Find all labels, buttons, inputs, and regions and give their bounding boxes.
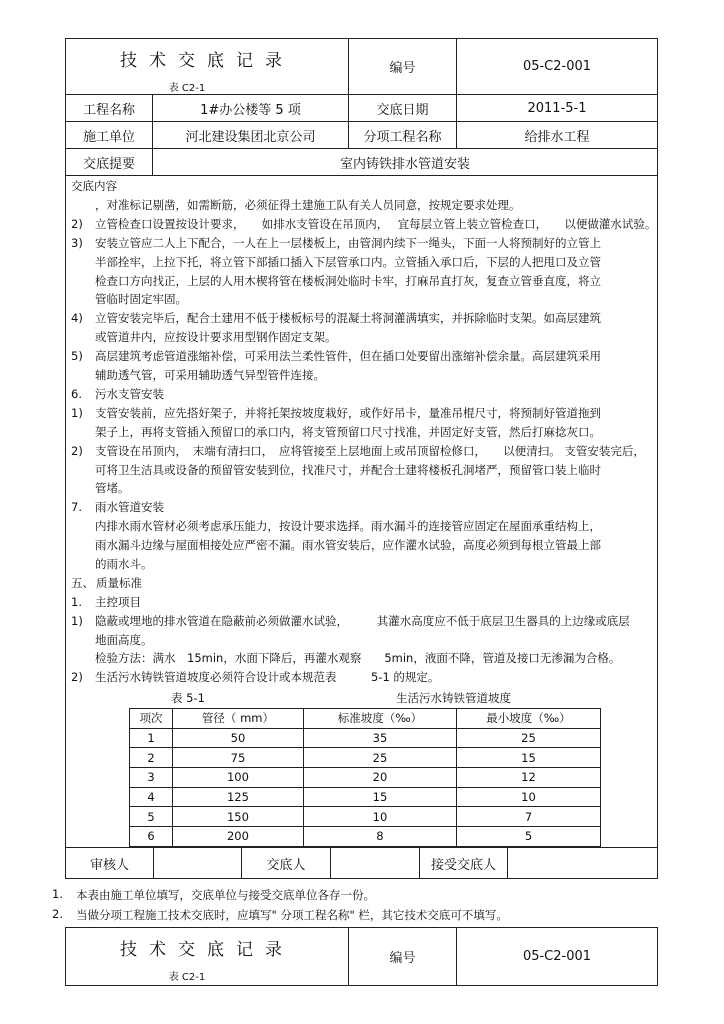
discloser-field[interactable] [330,847,420,879]
slope-table [129,708,601,847]
number-value: 05-C2-001 [456,38,658,95]
content-line: 检查口方向找正，上层的人用木楔将管在楼板洞处临时卡牢，打麻吊直打灰，复查立管垂直度，将立 [95,274,601,288]
table-cell: 150 [173,807,304,827]
content-line: 内排水雨水管材必须考虑承压能力，按设计要求选择。雨水漏斗的连接管应固定在屋面承重结构上， [95,519,601,533]
table-row [130,728,601,748]
table-header-row [130,709,601,729]
table-row [130,787,601,807]
item-number: 7. [71,500,82,514]
reviewer-field[interactable] [153,847,242,879]
summary-label: 交底提要 [65,148,153,176]
table-cell: 8 [303,827,456,847]
title-cell [65,38,349,95]
subproject-value: 给排水工程 [456,121,658,149]
table-caption: 生活污水铸铁管道坡度 [396,691,511,705]
table-cell: 7 [457,807,601,827]
unit-label: 施工单位 [65,121,153,149]
content-line: 主控项目 [95,595,141,609]
table-cell: 3 [130,768,173,788]
note-text: 本表由施工单位填写，交底单位与接受交底单位各存一份。 [76,888,375,902]
item-number: 2) [71,217,83,231]
content-line: 立管安装完毕后，配合土建用不低于楼板标号的混凝土将洞灌满填实，并拆除临时支架。如高层建筑 [95,311,601,325]
header-cell: 最小坡度（‰） [457,709,601,729]
content-line: 的雨水斗。 [95,557,153,571]
header-cell: 标准坡度（‰） [303,709,456,729]
content-line: 生活污水铸铁管道坡度必须符合设计或本规范表 5-1 的规定。 [95,670,440,684]
table-cell: 100 [173,768,304,788]
note-text: 当做分项工程施工技术交底时，应填写" 分项工程名称" 栏，其它技术交底可不填写。 [76,908,508,922]
content-heading: 交底内容 [71,179,117,193]
content-line: 检验方法：满水 15min，水面下降后，再灌水观察 5min，液面不降，管道及接口无渗漏为合格。 [95,651,621,665]
item-number: 6. [71,387,82,401]
content-line: ，对准标记剔凿，如需断筋，必须征得土建施工队有关人员同意，按规定要求处理。 [95,198,521,212]
number-value: 05-C2-001 [456,927,658,986]
content-line: 支管设在吊顶内， 末端有清扫口， 应将管接至上层地面上或吊顶留检修口， 以便清扫。 支管安装完后， [95,444,645,458]
number-label: 编号 [348,38,457,95]
item-number: 1. [71,595,82,609]
table-row [130,748,601,768]
item-number: 1) [71,406,83,420]
unit-value: 河北建设集团北京公司 [152,121,349,149]
content-line: 质量标准 [96,576,142,590]
content-line: 管临时固定牢固。 [95,292,187,306]
item-number: 五、 [71,576,94,590]
content-line: 地面高度。 [95,633,153,647]
table-row [130,807,601,827]
content-line: 半部拴牢，上拉下托，将立管下部插口插入下层管承口内。立管插入承口后，下层的人把甩口及立管 [95,255,601,269]
date-value: 2011-5-1 [456,94,658,122]
discloser-label: 交底人 [241,847,331,879]
table-cell: 5 [457,827,601,847]
form-title: 技术交底记录 [120,939,294,960]
item-number: 2) [71,444,83,458]
form-number: 表 C2-1 [168,82,206,94]
table-cell: 125 [173,787,304,807]
content-line: 雨水管道安装 [95,500,164,514]
table-cell: 25 [303,748,456,768]
table-cell: 50 [173,728,304,748]
table-cell: 6 [130,827,173,847]
content-line: 高层建筑考虑管道涨缩补偿，可采用法兰柔性管件，但在插口处要留出涨缩补偿余量。高层建筑采用 [95,349,601,363]
item-number: 2) [71,670,83,684]
project-label: 工程名称 [65,94,153,122]
table-cell: 1 [130,728,173,748]
table-cell: 10 [457,787,601,807]
table-cell: 4 [130,787,173,807]
project-value: 1#办公楼等 5 项 [152,94,349,122]
content-line: 立管检查口设置按设计要求， 如排水支管设在吊顶内， 宜每层立管上装立管检查口， 以便做灌水试验。 [95,217,657,231]
date-label: 交底日期 [348,94,457,122]
table-cell: 35 [303,728,456,748]
table-cell: 75 [173,748,304,768]
table-cell: 20 [303,768,456,788]
item-number: 4) [71,311,83,325]
note-number: 2. [52,907,63,921]
content-line: 污水支管安装 [95,387,164,401]
note-number: 1. [52,887,63,901]
subproject-label: 分项工程名称 [348,121,457,149]
table-row [130,827,601,847]
header-cell: 管径（ mm） [173,709,304,729]
content-line: 或管道井内，应按设计要求用型钢作固定支架。 [95,330,337,344]
receiver-field[interactable] [507,847,658,879]
form-number: 表 C2-1 [168,971,206,983]
content-line: 管堵。 [95,481,130,495]
content-line: 可将卫生洁具或设备的预留管安装到位，找准尺寸，并配合土建将楼板孔洞堵严，预留管口装上临时 [95,463,601,477]
content-line: 隐蔽或埋地的排水管道在隐蔽前必须做灌水试验， 其灌水高度应不低于底层卫生器具的上边缘或底层 [95,614,630,628]
table-cell: 15 [303,787,456,807]
table-cell: 10 [303,807,456,827]
content-line: 雨水漏斗边缘与屋面相接处应严密不漏。雨水管安装后，应作灌水试验，高度必须到每根立管最上部 [95,538,601,552]
receiver-label: 接受交底人 [419,847,508,879]
content-line: 支管安装前，应先搭好架子，并将托架按坡度栽好，或作好吊卡，量准吊棍尺寸，将预制好管道拖到 [95,406,601,420]
table-cell: 5 [130,807,173,827]
summary-value: 室内铸铁排水管道安装 [152,148,658,176]
table-cell: 12 [457,768,601,788]
table-cell: 2 [130,748,173,768]
content-line: 辅助透气管，可采用辅助透气异型管件连接。 [95,368,325,382]
reviewer-label: 审核人 [65,847,154,879]
title-cell [65,927,349,986]
content-line: 架子上，再将支管插入预留口的承口内，将支管预留口尺寸找准，并固定好支管，然后打麻捻灰口。 [95,425,601,439]
table-cell: 15 [457,748,601,768]
item-number: 1) [71,614,83,628]
header-cell: 项次 [130,709,173,729]
table-cell: 25 [457,728,601,748]
number-label: 编号 [348,927,457,986]
table-cell: 200 [173,827,304,847]
item-number: 3) [71,236,83,250]
item-number: 5) [71,349,83,363]
table-row [130,768,601,788]
table-label: 表 5-1 [171,691,205,705]
form-title: 技术交底记录 [120,50,294,71]
content-line: 安装立管应二人上下配合，一人在上一层楼板上，由管洞内续下一绳头，下面一人将预制好的立管上 [95,236,601,250]
